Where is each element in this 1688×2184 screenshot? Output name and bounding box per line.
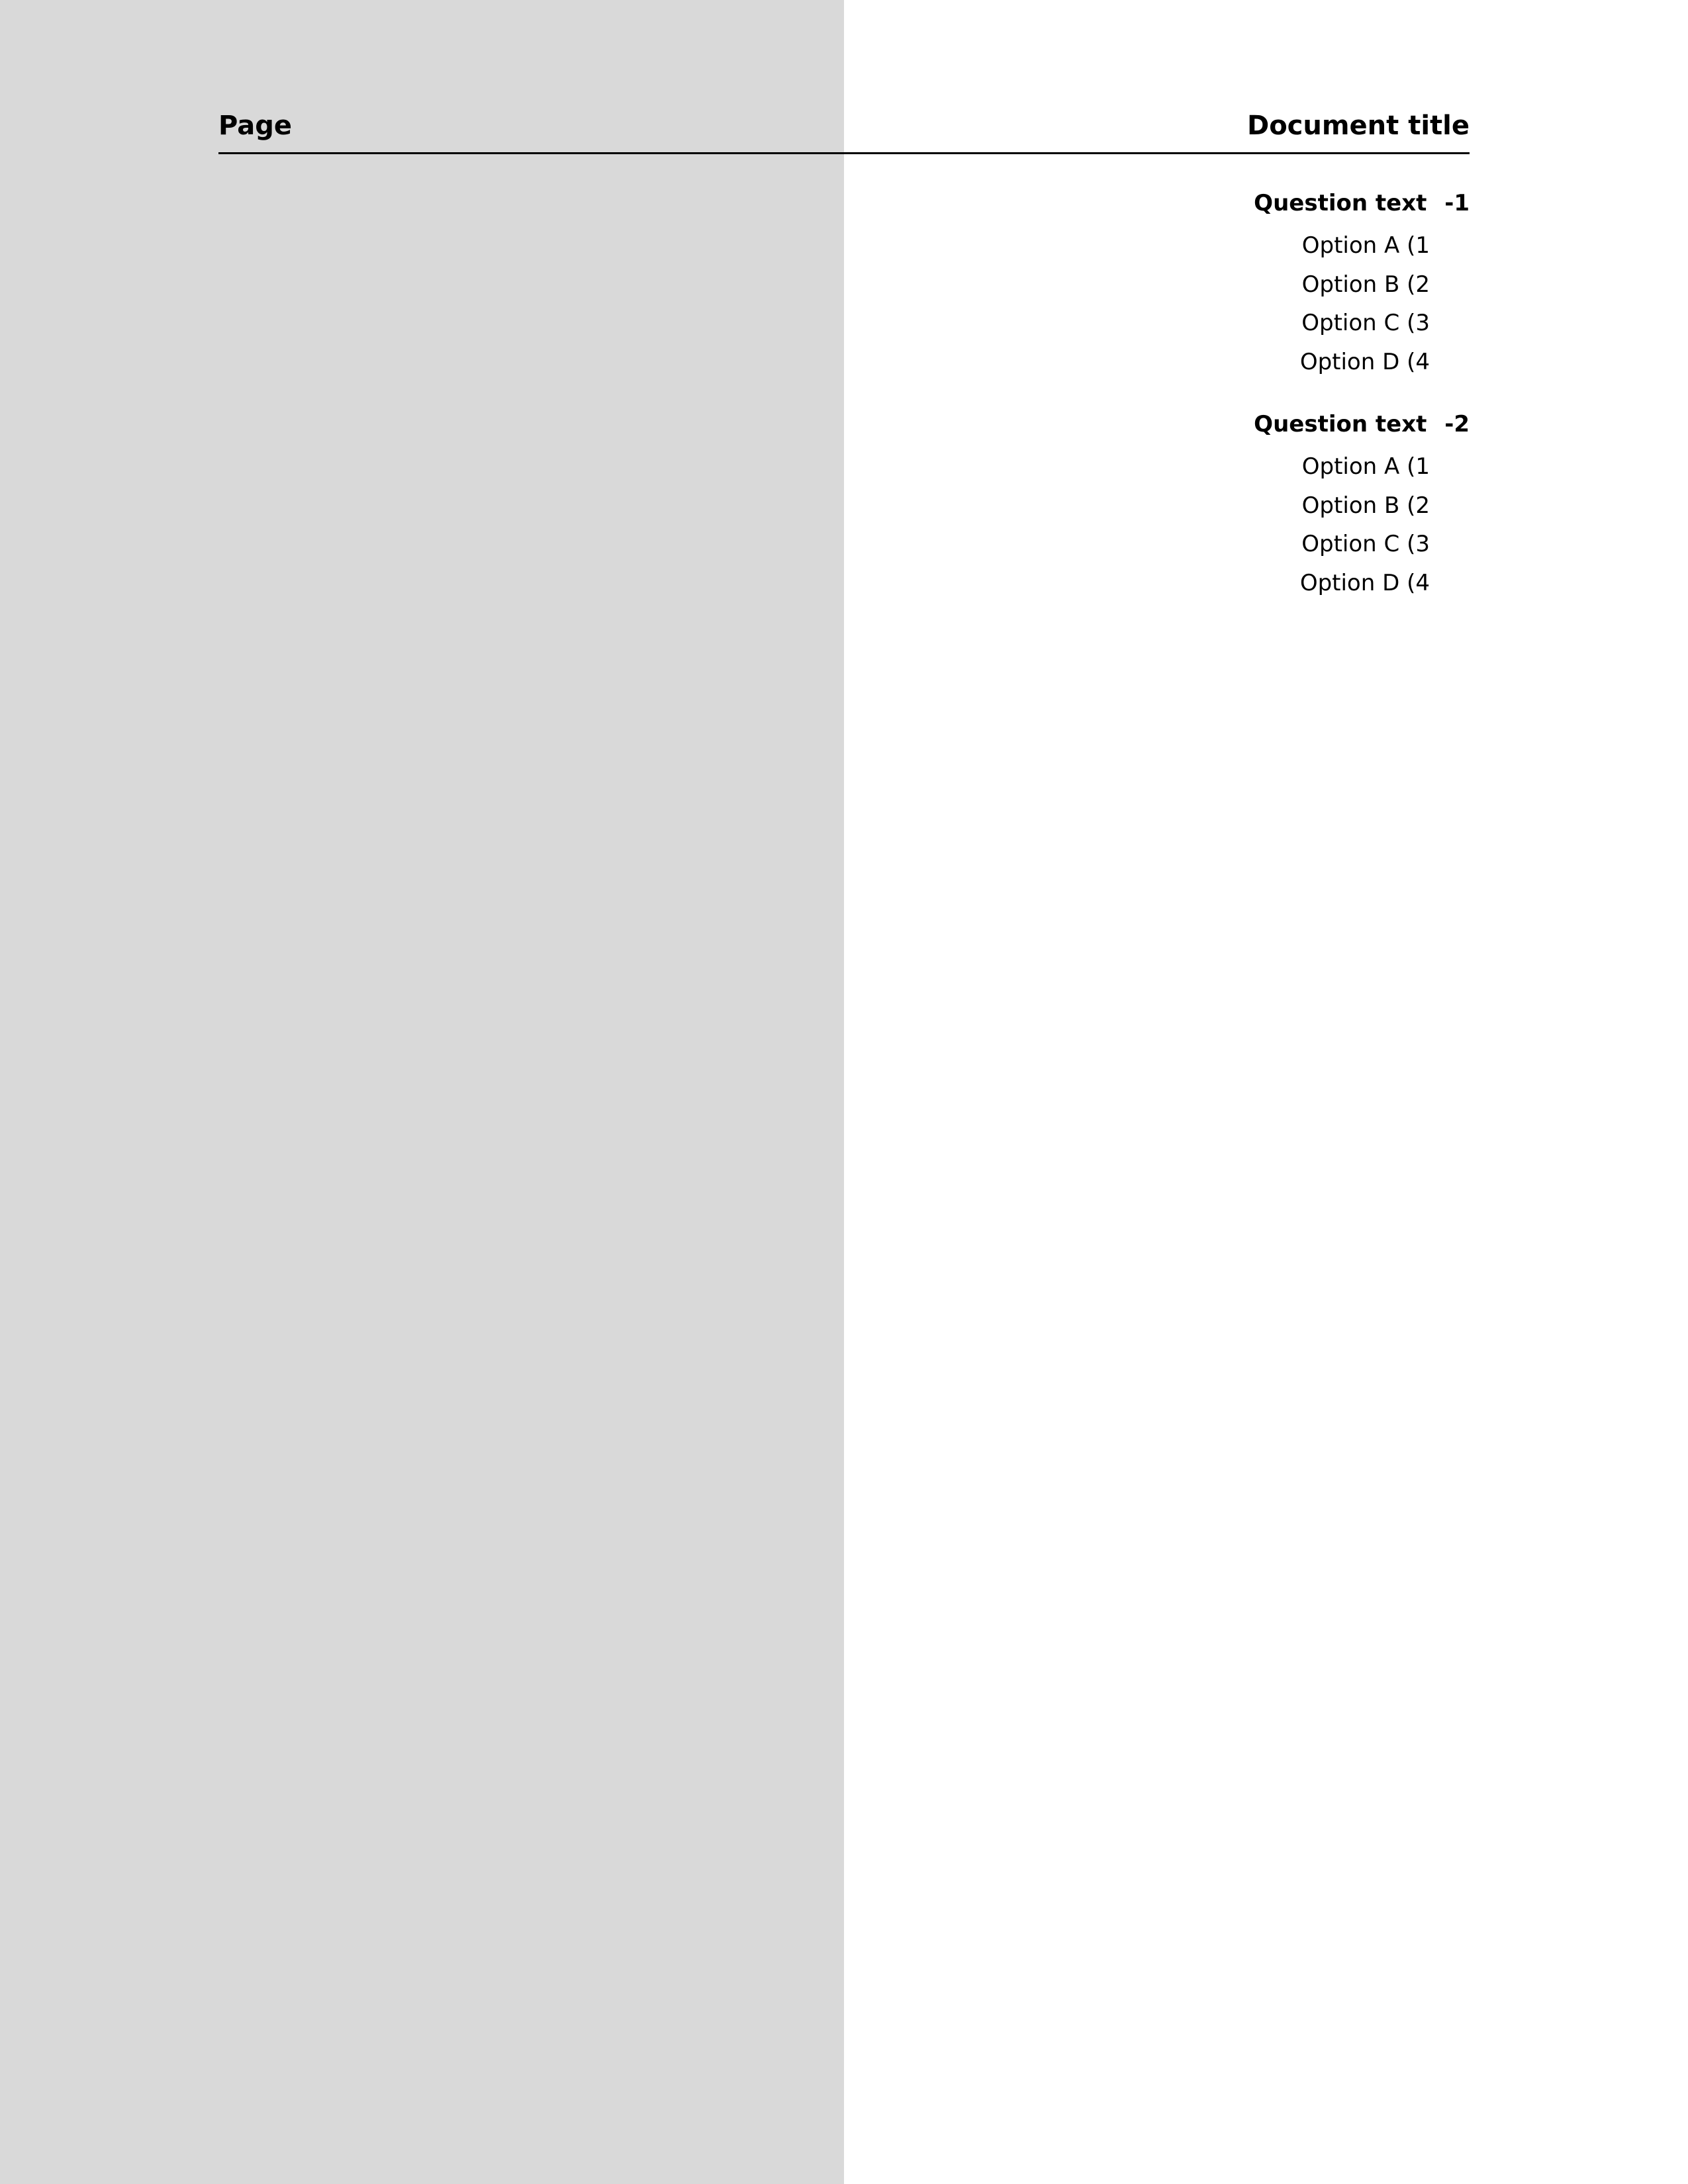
questions-container <box>874 185 1470 627</box>
options-list <box>874 449 1470 601</box>
option-item: 3) Option C <box>1301 310 1430 337</box>
question-text: Question text <box>1254 190 1427 216</box>
question-number: 1- <box>1444 190 1470 216</box>
option-item: 1) Option A <box>1301 453 1430 480</box>
document-title: Document title <box>1247 111 1470 141</box>
option-item: 1) Option A <box>1301 232 1430 259</box>
page-label: Page <box>218 111 292 141</box>
option-item: 2) Option B <box>1301 492 1430 519</box>
page-header <box>218 99 1470 154</box>
question-block <box>874 406 1470 601</box>
option-item: 3) Option C <box>1301 531 1430 558</box>
question-number: 2- <box>1444 410 1470 437</box>
option-item: 4) Option D <box>1299 348 1430 375</box>
question-block <box>874 185 1470 380</box>
option-item: 2) Option B <box>1301 271 1430 298</box>
question-text: Question text <box>1254 410 1427 437</box>
option-item: 4) Option D <box>1299 569 1430 596</box>
options-list <box>874 228 1470 380</box>
